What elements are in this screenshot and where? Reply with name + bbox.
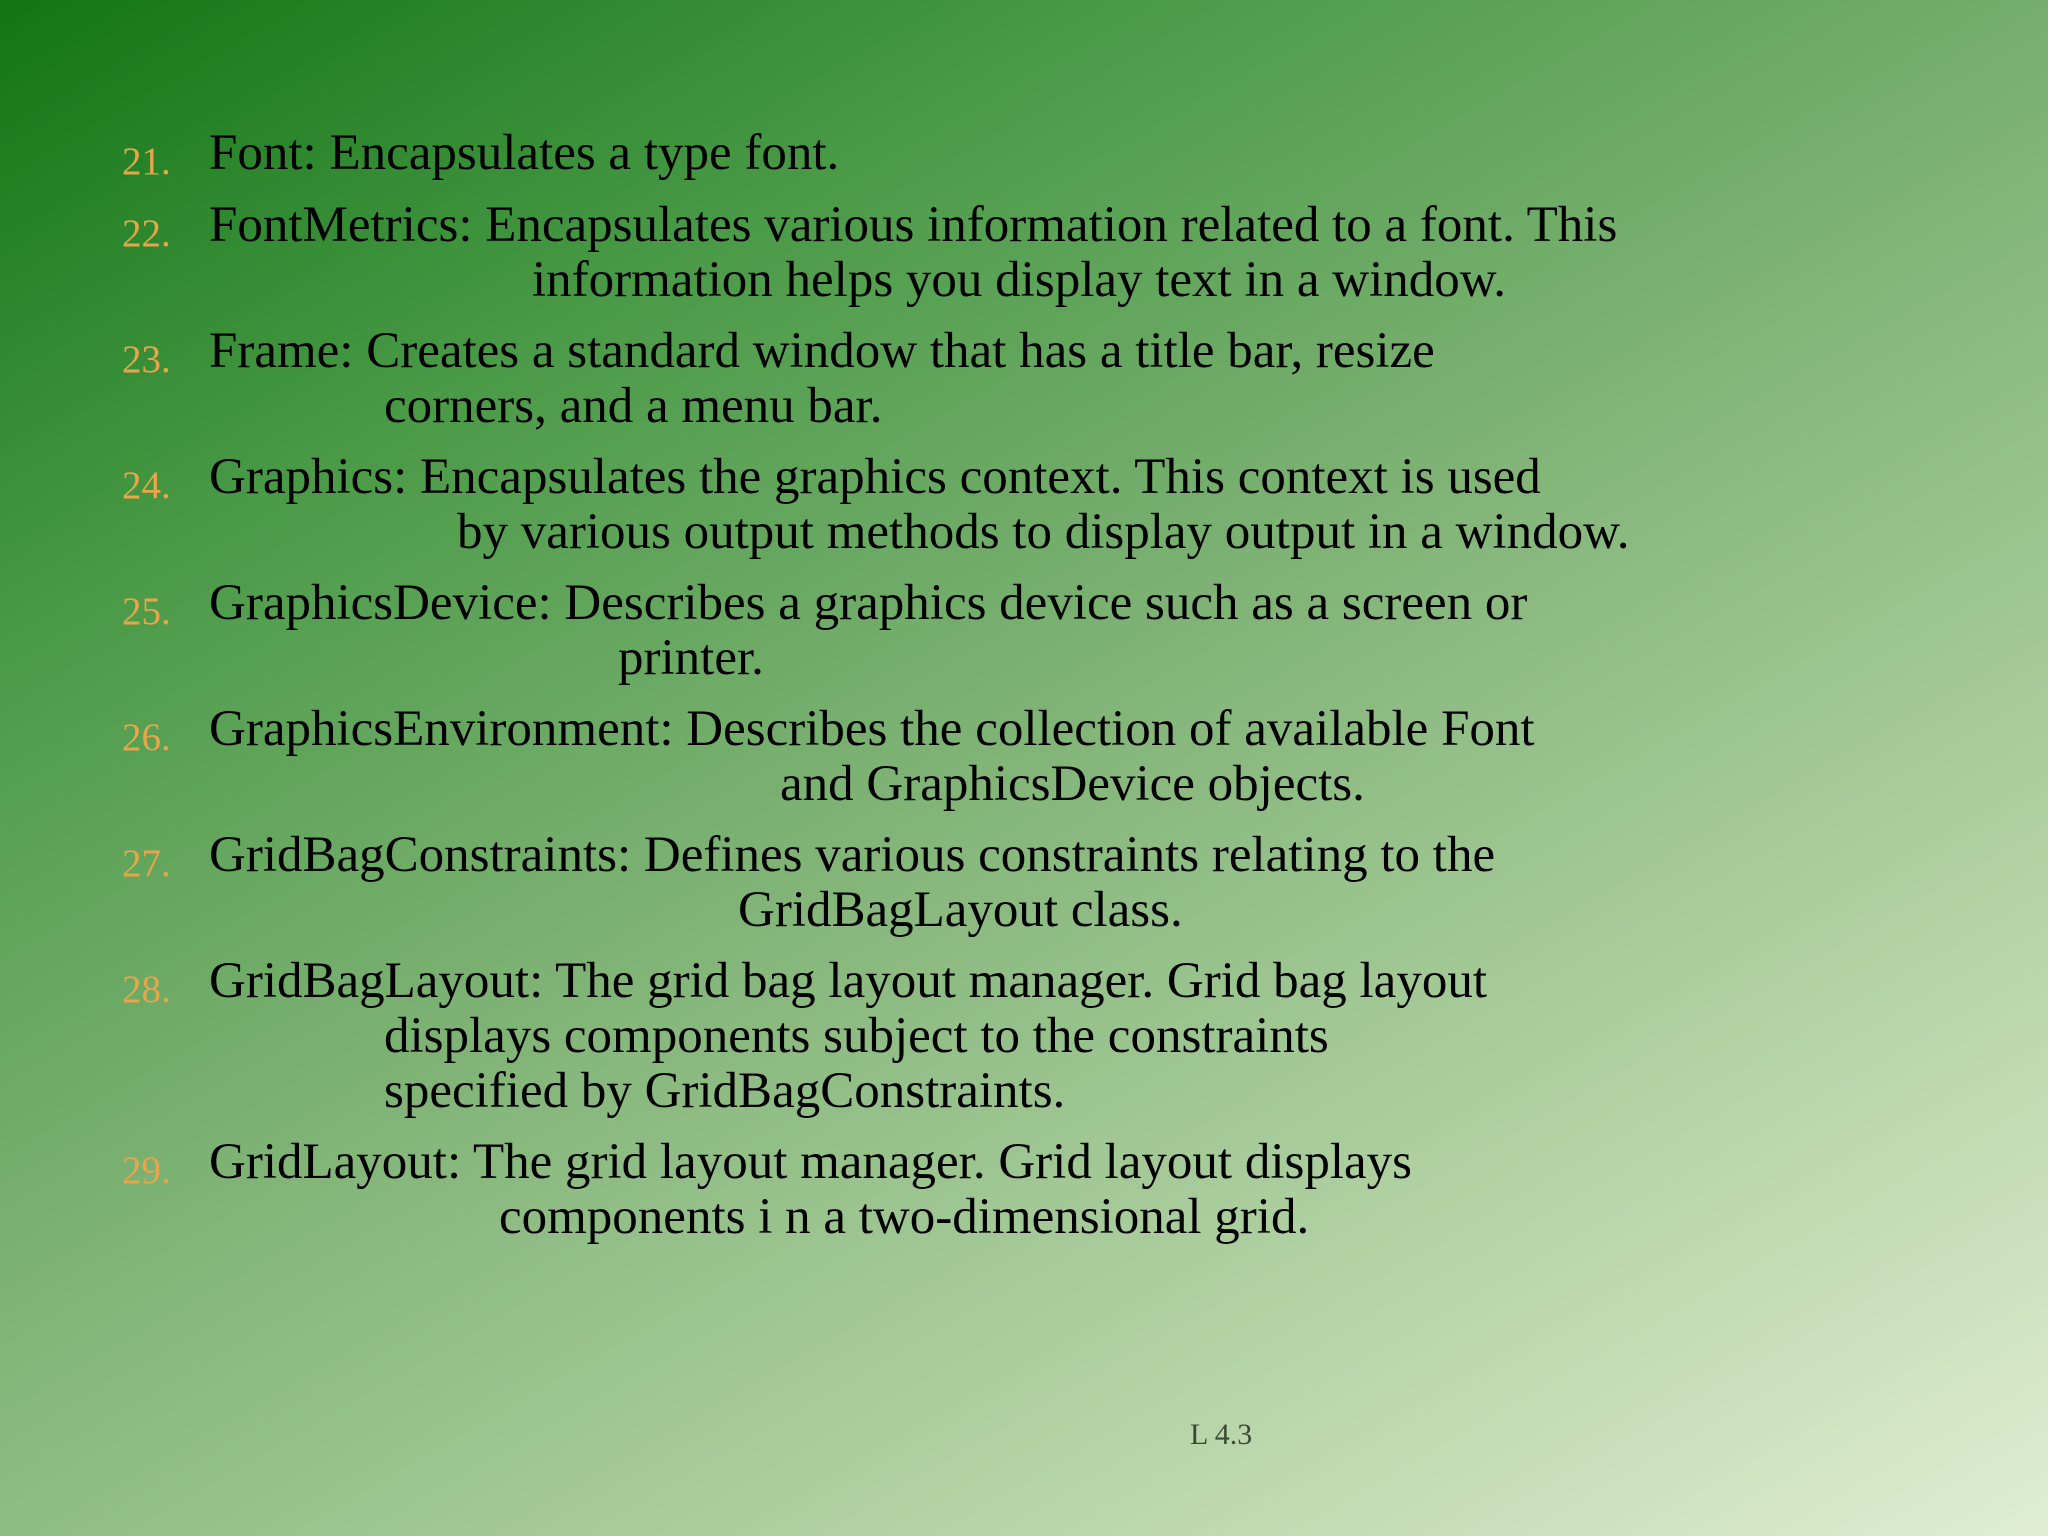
item-text-line: corners, and a menu bar. <box>384 378 883 434</box>
item-text-line: components i n a two-dimensional grid. <box>499 1189 1310 1245</box>
item-number: 21. <box>122 140 171 183</box>
item-number: 23. <box>122 338 171 381</box>
item-text-line: GraphicsEnvironment: Describes the collection of available Font <box>209 701 1535 757</box>
item-number: 22. <box>122 212 171 255</box>
item-text-line: printer. <box>618 630 764 686</box>
item-text-line: Font: Encapsulates a type font. <box>209 125 840 181</box>
item-number: 28. <box>122 968 171 1011</box>
slide-footer: L 4.3 <box>1190 1418 1253 1451</box>
item-text-line: displays components subject to the constraints <box>384 1008 1329 1064</box>
item-text-line: Frame: Creates a standard window that has a title bar, resize <box>209 323 1435 379</box>
item-text-line: GraphicsDevice: Describes a graphics device such as a screen or <box>209 575 1528 631</box>
item-number: 25. <box>122 590 171 633</box>
item-number: 24. <box>122 464 171 507</box>
item-text-line: and GraphicsDevice objects. <box>780 756 1365 812</box>
item-text-line: by various output methods to display output in a window. <box>457 504 1630 560</box>
item-text-line: GridBagLayout: The grid bag layout manager. Grid bag layout <box>209 953 1487 1009</box>
item-number: 29. <box>122 1149 171 1192</box>
item-text-line: FontMetrics: Encapsulates various information related to a font. This <box>209 197 1618 253</box>
item-text-line: GridBagConstraints: Defines various constraints relating to the <box>209 827 1496 883</box>
item-number: 27. <box>122 842 171 885</box>
item-text-line: GridLayout: The grid layout manager. Grid layout displays <box>209 1134 1412 1190</box>
item-text-line: information helps you display text in a window. <box>532 252 1507 308</box>
item-number: 26. <box>122 716 171 759</box>
item-text-line: Graphics: Encapsulates the graphics context. This context is used <box>209 449 1541 505</box>
item-text-line: GridBagLayout class. <box>738 882 1183 938</box>
item-text-line: specified by GridBagConstraints. <box>384 1063 1066 1119</box>
